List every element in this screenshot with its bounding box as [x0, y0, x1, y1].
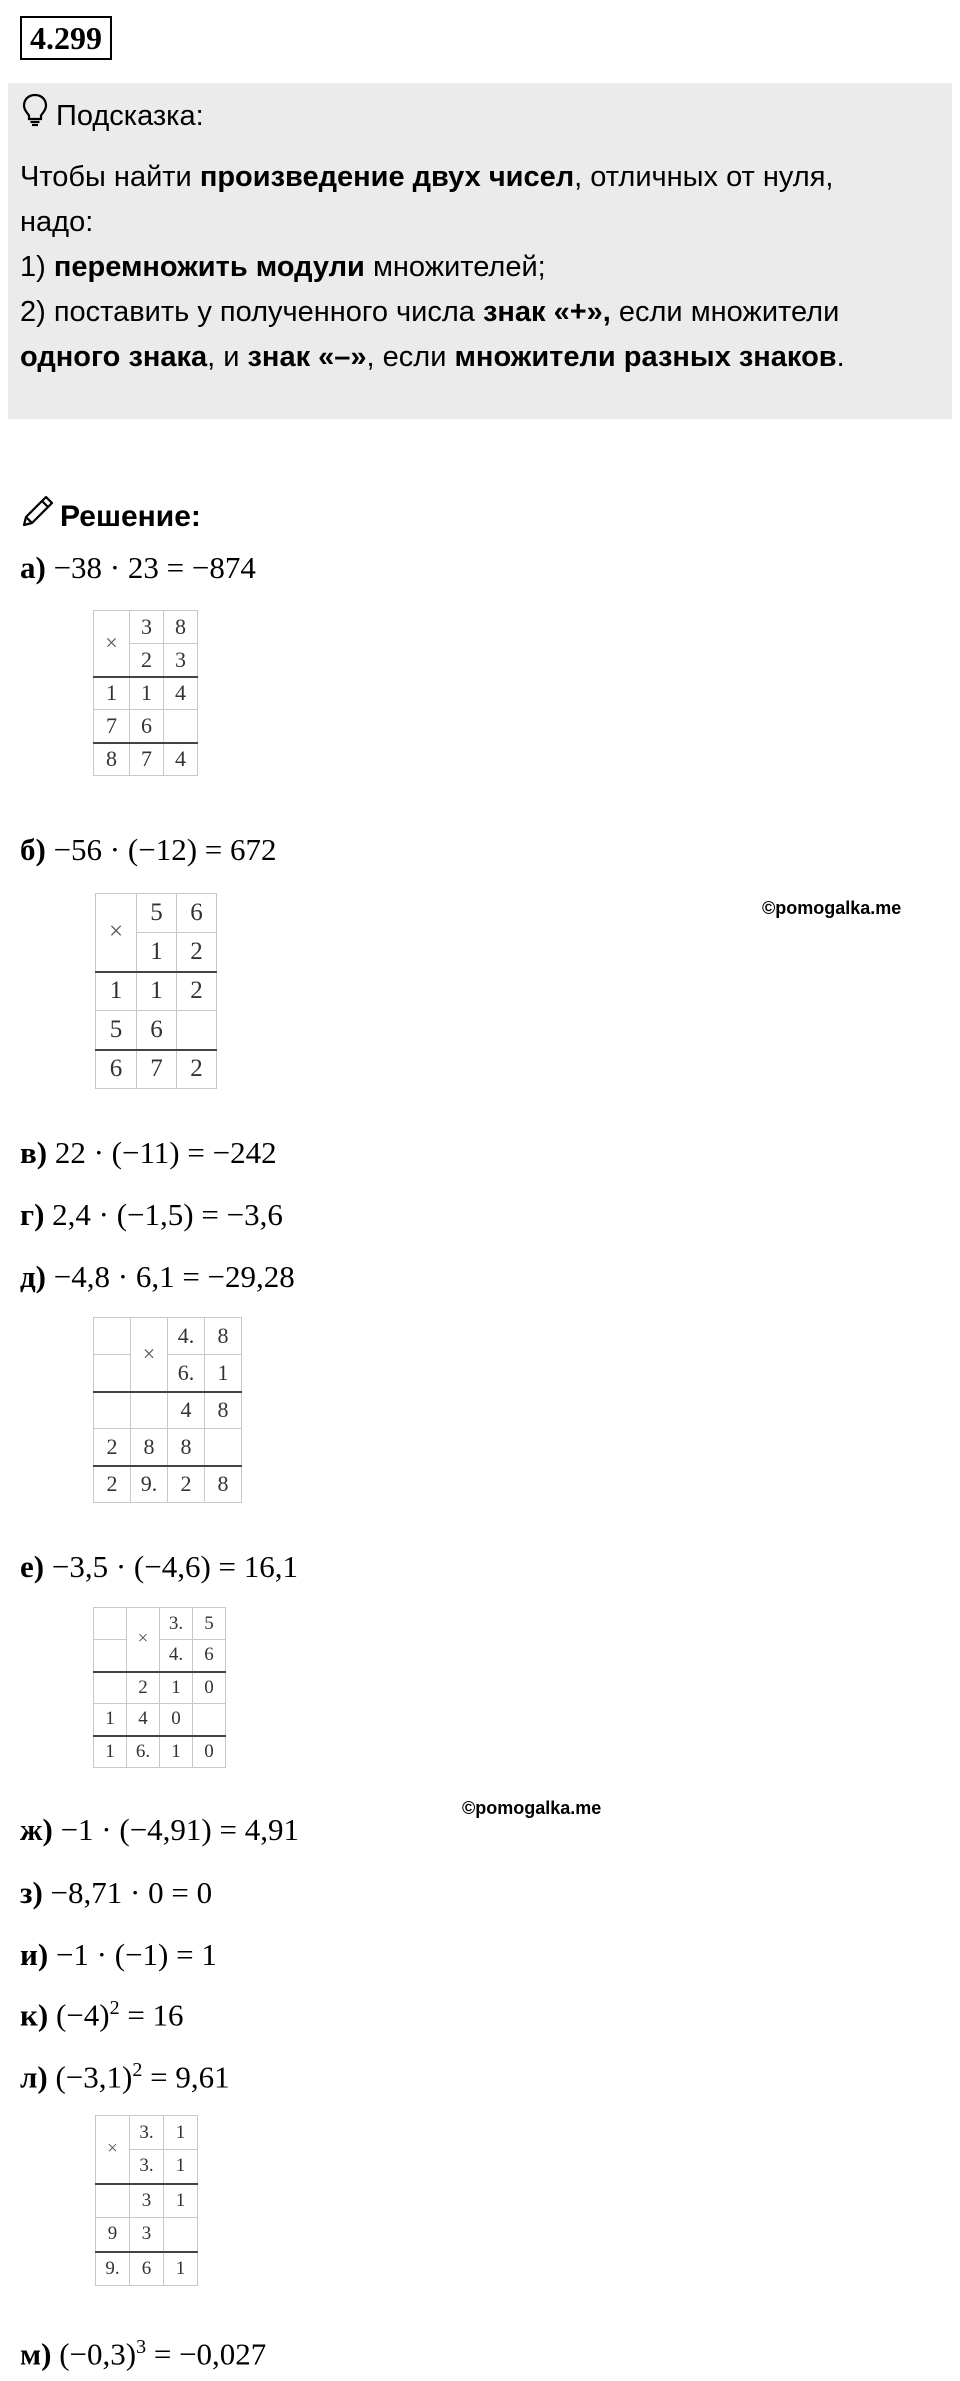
- table-cell: 4: [164, 743, 198, 776]
- table-cell: 1: [94, 1704, 127, 1736]
- table-cell: [164, 710, 198, 743]
- table-cell: 4: [168, 1392, 205, 1429]
- table-cell: 1: [160, 1736, 193, 1768]
- table-cell: 1: [164, 2116, 198, 2150]
- table-cell: 9: [96, 2218, 130, 2252]
- equation-e: е) −3,5 · (−4,6) = 16,1: [20, 1549, 299, 1584]
- hint-line-1: Чтобы найти произведение двух чисел, отличных от нуля,: [20, 161, 834, 193]
- times-sign: ×: [94, 611, 130, 677]
- pencil-icon: [20, 493, 56, 540]
- table-cell: 6: [130, 710, 164, 743]
- table-cell: 1: [137, 972, 177, 1011]
- equation-v: в) 22 · (−11) = −242: [20, 1135, 277, 1170]
- table-cell: 6: [193, 1640, 226, 1672]
- table-cell: 8: [205, 1392, 242, 1429]
- table-cell: 1: [96, 972, 137, 1011]
- table-cell: 6: [137, 1011, 177, 1050]
- table-cell: 4.: [160, 1640, 193, 1672]
- table-cell: 8: [205, 1318, 242, 1355]
- table-cell: 1: [160, 1672, 193, 1704]
- table-cell: 1: [137, 933, 177, 972]
- solution-title: Решение:: [60, 499, 201, 533]
- table-cell: 3.: [130, 2150, 164, 2184]
- table-cell: 2: [94, 1466, 131, 1503]
- hint-line-5: одного знака, и знак «–», если множители разных знаков.: [20, 341, 845, 373]
- lightbulb-icon: [22, 93, 48, 138]
- table-cell: 9.: [131, 1466, 168, 1503]
- hint-header: [22, 93, 204, 138]
- table-cell: 5: [193, 1608, 226, 1640]
- table-cell: 8: [164, 611, 198, 644]
- table-cell: [177, 1011, 217, 1050]
- table-cell: 5: [96, 1011, 137, 1050]
- equation-k: к) $(-4)^2 = 16$: [20, 1997, 184, 2033]
- times-sign: ×: [96, 2116, 130, 2184]
- table-cell: 1: [94, 1736, 127, 1768]
- table-cell: 1: [130, 677, 164, 710]
- table-cell: 3: [130, 2184, 164, 2218]
- table-cell: 0: [160, 1704, 193, 1736]
- table-cell: 2: [168, 1466, 205, 1503]
- table-cell: 3.: [160, 1608, 193, 1640]
- multiplication-table-l: [95, 2115, 198, 2286]
- table-cell: [94, 1608, 127, 1640]
- table-cell: 8: [168, 1429, 205, 1466]
- table-cell: 4.: [168, 1318, 205, 1355]
- table-cell: 2: [177, 1050, 217, 1089]
- table-cell: 9.: [96, 2252, 130, 2286]
- table-cell: 8: [94, 743, 130, 776]
- table-cell: [205, 1429, 242, 1466]
- table-cell: 3: [130, 2218, 164, 2252]
- table-cell: 6.: [127, 1736, 160, 1768]
- table-cell: [193, 1704, 226, 1736]
- table-cell: 5: [137, 894, 177, 933]
- table-cell: [94, 1672, 127, 1704]
- times-sign: ×: [96, 894, 137, 972]
- equation-i: и) −1 · (−1) = 1: [20, 1937, 217, 1972]
- watermark: ©pomogalka.me: [462, 1798, 602, 1818]
- solution-header: [20, 493, 201, 540]
- table-cell: 6: [130, 2252, 164, 2286]
- table-cell: [94, 1392, 131, 1429]
- equation-zh: ж) −1 · (−4,91) = 4,91: [20, 1812, 299, 1847]
- table-cell: 2: [130, 644, 164, 677]
- times-sign: ×: [131, 1318, 168, 1392]
- table-cell: 8: [131, 1429, 168, 1466]
- table-cell: [164, 2218, 198, 2252]
- multiplication-table-e: [93, 1607, 226, 1768]
- multiplication-table-d: [93, 1317, 242, 1503]
- table-cell: 4: [164, 677, 198, 710]
- watermark: ©pomogalka.me: [762, 898, 902, 918]
- table-cell: [131, 1392, 168, 1429]
- table-cell: 2: [94, 1429, 131, 1466]
- multiplication-table-a: [93, 610, 198, 776]
- table-cell: 0: [193, 1672, 226, 1704]
- table-cell: 3: [130, 611, 164, 644]
- table-cell: 2: [127, 1672, 160, 1704]
- equation-a: а) −38 · 23 = −874: [20, 550, 256, 585]
- equation-m: м) $(-0,3)^3 = -0,027$: [20, 2336, 267, 2372]
- table-cell: 3.: [130, 2116, 164, 2150]
- hint-line-3: 1) перемножить модули множителей;: [20, 251, 546, 283]
- table-cell: 2: [177, 933, 217, 972]
- table-cell: 1: [164, 2252, 198, 2286]
- table-cell: 1: [164, 2150, 198, 2184]
- table-cell: 7: [130, 743, 164, 776]
- table-cell: 7: [137, 1050, 177, 1089]
- times-sign: ×: [127, 1608, 160, 1672]
- table-cell: [96, 2184, 130, 2218]
- hint-line-4: 2) поставить у полученного числа знак «+», если множители: [20, 296, 840, 328]
- table-cell: 1: [164, 2184, 198, 2218]
- hint-text: [20, 155, 940, 380]
- equation-g: г) 2,4 · (−1,5) = −3,6: [20, 1197, 283, 1232]
- hint-title: Подсказка:: [56, 99, 204, 132]
- equation-z: з) −8,71 · 0 = 0: [20, 1875, 213, 1910]
- hint-line-2: надо:: [20, 206, 94, 238]
- table-cell: 3: [164, 644, 198, 677]
- equation-d: д) −4,8 · 6,1 = −29,28: [20, 1259, 295, 1294]
- table-cell: 2: [177, 972, 217, 1011]
- table-cell: 6: [96, 1050, 137, 1089]
- table-cell: [94, 1318, 131, 1355]
- task-number: 4.299: [20, 16, 112, 60]
- equation-b: б) −56 · (−12) = 672: [20, 832, 277, 867]
- equation-l: л) $(-3,1)^2 = 9,61$: [20, 2059, 230, 2095]
- table-cell: 6.: [168, 1355, 205, 1392]
- table-cell: 0: [193, 1736, 226, 1768]
- multiplication-table-b: [95, 893, 217, 1089]
- table-cell: 8: [205, 1466, 242, 1503]
- table-cell: [94, 1355, 131, 1392]
- table-cell: 4: [127, 1704, 160, 1736]
- table-cell: [94, 1640, 127, 1672]
- table-cell: 7: [94, 710, 130, 743]
- table-cell: 1: [205, 1355, 242, 1392]
- table-cell: 1: [94, 677, 130, 710]
- table-cell: 6: [177, 894, 217, 933]
